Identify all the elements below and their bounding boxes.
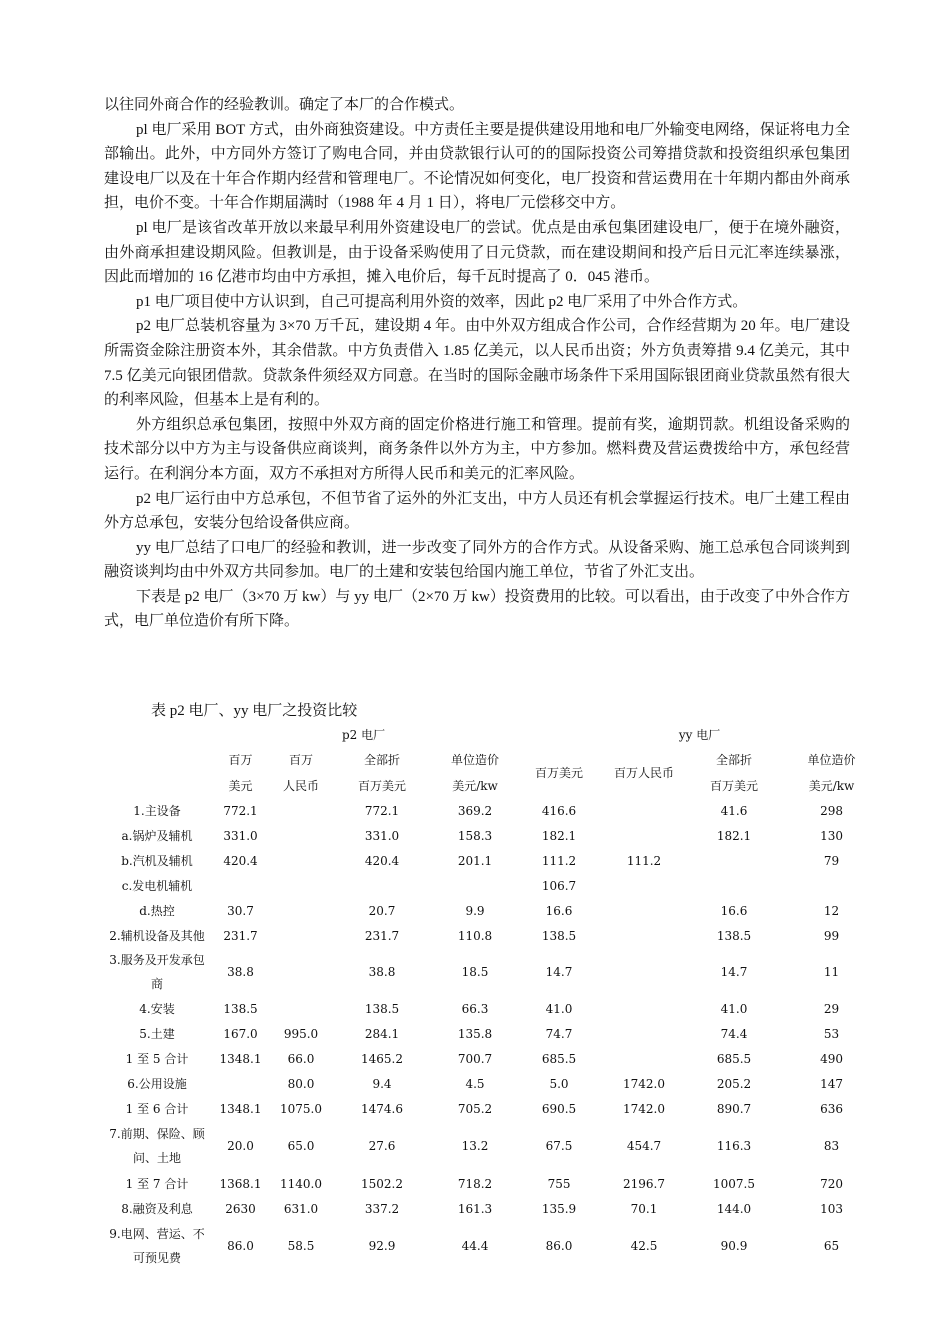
- table-cell: 66.0: [287, 1051, 315, 1066]
- table-cell: 20.0: [227, 1139, 254, 1153]
- table-row: [104, 1121, 882, 1171]
- table-cell: [210, 1071, 271, 1096]
- col-header: 百万美元: [535, 765, 584, 780]
- table-cell: [271, 873, 331, 898]
- row-label: 7.前期、保险、顾问、土地: [109, 1127, 205, 1165]
- table-cell: [433, 873, 517, 898]
- row-label: 1 至 6 合计: [125, 1101, 189, 1116]
- table-caption: 表 p2 电厂、yy 电厂之投资比较: [151, 703, 358, 719]
- table-cell: [271, 798, 331, 823]
- col-header: 百万美元: [710, 778, 759, 793]
- row-label: b.汽机及辅机: [121, 853, 193, 868]
- table-cell: 685.5: [541, 1051, 577, 1066]
- table-cell: 205.2: [716, 1076, 752, 1091]
- table-cell: 182.1: [716, 828, 752, 843]
- table-cell: [601, 948, 687, 996]
- table-cell: 182.1: [541, 828, 577, 843]
- table-row: [104, 1096, 882, 1121]
- col-header: 百万: [228, 752, 253, 767]
- table-cell: [601, 923, 687, 948]
- table-cell: 42.5: [630, 1239, 658, 1253]
- table-cell: 14.7: [545, 965, 573, 979]
- table-cell: 16.6: [720, 903, 748, 918]
- table-cell: [687, 873, 781, 898]
- table-row: [104, 1021, 882, 1046]
- table-row: [104, 1071, 882, 1096]
- table-cell: 41.6: [720, 803, 748, 818]
- table-cell: [601, 996, 687, 1021]
- paragraph: pl 电厂是该省改革开放以来最早利用外资建设电厂的尝试。优点是由承包集团建设电厂，便于在境外融资，由外商承担建设期风险。但教训是，由于设备采购使用了日元贷款，而在建设期间和投产后日元汇率连续暴涨，因此而增加的 16 亿港市均由中方承担，摊入电价后，每千瓦时提高了 0．045 港币。: [104, 219, 850, 286]
- corner-cell: [104, 722, 210, 746]
- paragraph: p2 电厂总装机容量为 3×70 万千瓦，建设期 4 年。由中外双方组成合作公司，合作经营期为 20 年。电厂建设所需资金除注册资本外，其余借款。中方负责借入 1.85 亿美元，以人民币出资；外方负责筹措 9.4 亿美元，其中 7.5 亿美元向银团借款。贷款条件须经双方同意。在当时的国际金融市场条件下采用国际银团商业贷款虽然有很大的利率风险，但基本上是有利的。: [104, 318, 850, 409]
- table-cell: [210, 873, 271, 898]
- table-cell: [687, 848, 781, 873]
- paragraph: yy 电厂总结了口电厂的经验和教训，进一步改变了同外方的合作方式。从设备采购、施工总承包合同谈判到融资谈判均由中外双方共同参加。电厂的土建和安装包给国内施工单位，节省了外汇支出。: [104, 539, 850, 581]
- table-cell: [271, 948, 331, 996]
- table-cell: 58.5: [287, 1239, 315, 1253]
- investment-comparison-table: [104, 722, 882, 1271]
- table-cell: 1474.6: [361, 1101, 403, 1116]
- col-header: 全部折: [363, 752, 400, 767]
- table-cell: 13.2: [461, 1139, 489, 1153]
- table-cell: 38.8: [368, 965, 396, 979]
- table-cell: 65.0: [287, 1139, 315, 1153]
- table-body: [104, 798, 882, 1271]
- table-cell: 86.0: [545, 1239, 573, 1253]
- table-cell: 1348.1: [219, 1101, 262, 1116]
- table-cell: [601, 1046, 687, 1071]
- col-header: 人民币: [282, 778, 319, 793]
- table-cell: 690.5: [541, 1101, 577, 1116]
- table-cell: 92.9: [368, 1239, 396, 1253]
- row-label: 5.土建: [139, 1026, 175, 1041]
- table-cell: 30.7: [227, 903, 254, 918]
- paragraph: pl 电厂采用 BOT 方式，由外商独资建设。中方责任主要是提供建设用地和电厂外输变电网络，保证将电力全部输出。此外，中方同外方签订了购电合同，并由贷款银行认可的的国际投资公司筹措贷款和投资组织承包集团建设电厂以及在十年合作期内经营和管理电厂。不论情况如何变化，电厂投资和营运费用在十年期内都由外商承担，电价不变。十年合作期届满时（1988 年 4 月 1 日），将电厂元偿移交中方。: [104, 121, 850, 212]
- table-cell: 29: [823, 1001, 840, 1016]
- table-cell: 12: [823, 903, 840, 918]
- table-cell: 27.6: [368, 1139, 396, 1153]
- table-cell: 167.0: [223, 1026, 258, 1041]
- table-cell: [601, 898, 687, 923]
- table-cell: 890.7: [716, 1101, 752, 1116]
- table-cell: 284.1: [364, 1026, 400, 1041]
- table-cell: 90.9: [720, 1239, 748, 1253]
- table-cell: 103: [820, 1201, 843, 1216]
- col-header: 单位造价: [451, 752, 500, 767]
- table-cell: 110.8: [457, 928, 493, 943]
- table-cell: [271, 996, 331, 1021]
- table-cell: 67.5: [545, 1139, 573, 1153]
- row-label: 2.辅机设备及其他: [109, 928, 205, 943]
- table-cell: 1465.2: [361, 1051, 403, 1066]
- table-cell: 331.0: [223, 828, 258, 843]
- table-cell: 111.2: [626, 853, 662, 868]
- table-cell: [271, 823, 331, 848]
- col-header: 美元/kw: [808, 778, 855, 793]
- row-label: 1.主设备: [133, 803, 181, 818]
- table-cell: 16.6: [545, 903, 573, 918]
- paragraph: 以往同外商合作的经验教训。确定了本厂的合作模式。: [104, 97, 465, 113]
- table-cell: 83: [823, 1139, 840, 1153]
- row-label: d.热控: [139, 903, 175, 918]
- table-cell: 138.5: [364, 1001, 400, 1016]
- table-cell: 41.0: [720, 1001, 748, 1016]
- table-row: [104, 1221, 882, 1271]
- table-cell: [601, 1021, 687, 1046]
- table-cell: 2630: [225, 1201, 256, 1216]
- table-row: [104, 898, 882, 923]
- table-cell: 138.5: [541, 928, 577, 943]
- table-cell: [601, 823, 687, 848]
- paragraph: p2 电厂运行由中方总承包，不但节省了运外的外汇支出，中方人员还有机会掌握运行技术。电厂土建工程由外方总承包，安装分包给设备供应商。: [104, 490, 850, 532]
- table-cell: 11: [823, 965, 840, 979]
- table-cell: 70.1: [630, 1201, 658, 1216]
- table-cell: 66.3: [461, 1001, 489, 1016]
- table-cell: 1742.0: [623, 1076, 666, 1091]
- table-cell: 138.5: [223, 1001, 258, 1016]
- table-cell: [271, 898, 331, 923]
- paragraph: 下表是 p2 电厂（3×70 万 kw）与 yy 电厂（2×70 万 kw）投资费用的比较。可以看出，由于改变了中外合作方式，电厂单位造价有所下降。: [104, 588, 850, 630]
- table-cell: 14.7: [720, 965, 748, 979]
- table-cell: 4.5: [465, 1076, 485, 1091]
- table-cell: 1742.0: [623, 1101, 666, 1116]
- table-cell: 158.3: [457, 828, 493, 843]
- table-cell: 755: [547, 1176, 571, 1191]
- table-cell: 331.0: [364, 828, 400, 843]
- table-cell: 41.0: [545, 1001, 573, 1016]
- row-label: a.锅炉及辅机: [121, 828, 193, 843]
- table-cell: 99: [823, 928, 840, 943]
- body-text: [104, 93, 850, 634]
- table-cell: 995.0: [283, 1026, 319, 1041]
- table-cell: 1368.1: [219, 1176, 262, 1191]
- col-header: 美元: [228, 778, 253, 793]
- table-cell: 9.9: [465, 903, 485, 918]
- table-row: [104, 948, 882, 996]
- table-cell: 86.0: [227, 1239, 254, 1253]
- table-cell: 1075.0: [280, 1101, 322, 1116]
- table-cell: 2196.7: [623, 1176, 666, 1191]
- table-cell: 416.6: [541, 803, 577, 818]
- table-cell: 9.4: [372, 1076, 392, 1091]
- table-cell: 298: [820, 803, 843, 818]
- table-cell: 18.5: [461, 965, 489, 979]
- table-cell: 144.0: [716, 1201, 752, 1216]
- table-cell: 490: [820, 1051, 843, 1066]
- table-cell: 420.4: [364, 853, 400, 868]
- table-cell: 700.7: [457, 1051, 493, 1066]
- table-cell: 38.8: [227, 965, 254, 979]
- table-row: [104, 1046, 882, 1071]
- group-header-p2: p2 电厂: [341, 727, 386, 742]
- table-cell: [781, 873, 882, 898]
- table-cell: 772.1: [364, 803, 400, 818]
- table-cell: [271, 848, 331, 873]
- table-row: [104, 848, 882, 873]
- table-cell: 138.5: [716, 928, 752, 943]
- table-cell: 74.4: [720, 1026, 748, 1041]
- table-cell: 5.0: [549, 1076, 569, 1091]
- table-cell: 201.1: [457, 853, 493, 868]
- col-header: 单位造价: [807, 752, 856, 767]
- table-cell: 135.8: [457, 1026, 493, 1041]
- row-label: 8.融资及利息: [121, 1201, 193, 1216]
- table-cell: 454.7: [626, 1139, 662, 1153]
- table-cell: 369.2: [457, 803, 493, 818]
- row-label: 1 至 7 合计: [125, 1176, 189, 1191]
- table-row: [104, 1196, 882, 1221]
- group-header-yy: yy 电厂: [678, 727, 721, 742]
- table-cell: 79: [823, 853, 840, 868]
- table-row: [104, 1171, 882, 1196]
- table-cell: 1348.1: [219, 1051, 262, 1066]
- table-cell: 65: [823, 1239, 840, 1253]
- table-cell: 44.4: [461, 1239, 489, 1253]
- table-cell: 111.2: [541, 853, 577, 868]
- row-label: 3.服务及开发承包商: [109, 953, 205, 991]
- table-cell: 720: [820, 1176, 843, 1191]
- table-cell: 705.2: [457, 1101, 493, 1116]
- row-label: 6.公用设施: [127, 1076, 187, 1091]
- table-row: [104, 823, 882, 848]
- table-cell: [601, 798, 687, 823]
- table-cell: [601, 873, 687, 898]
- table-row: [104, 996, 882, 1021]
- col-header: 美元/kw: [452, 778, 498, 793]
- table-cell: 1007.5: [713, 1176, 756, 1191]
- table-row: [104, 873, 882, 898]
- col-header: 百万美元: [357, 778, 406, 793]
- table-cell: 1140.0: [280, 1176, 322, 1191]
- table-cell: 130: [820, 828, 843, 843]
- table-cell: 135.9: [541, 1201, 577, 1216]
- row-label: c.发电机辅机: [121, 878, 193, 893]
- col-header: 百万: [288, 752, 313, 767]
- paragraph: p1 电厂项目使中方认识到，自己可提高利用外资的效率，因此 p2 电厂采用了中外合作方式。: [136, 293, 748, 310]
- table-cell: 116.3: [716, 1139, 752, 1153]
- table-cell: 161.3: [457, 1201, 493, 1216]
- table-cell: [331, 873, 433, 898]
- table-row: [104, 798, 882, 823]
- table-cell: 231.7: [364, 928, 400, 943]
- table-cell: 718.2: [457, 1176, 493, 1191]
- table-cell: 106.7: [541, 878, 577, 893]
- row-label: 9.电网、营运、不可预见费: [109, 1227, 205, 1265]
- col-header: 百万人民币: [614, 765, 675, 780]
- table-row: [104, 923, 882, 948]
- table-cell: 1502.2: [361, 1176, 403, 1191]
- row-label: 1 至 5 合计: [125, 1051, 189, 1066]
- table-cell: 772.1: [223, 803, 258, 818]
- paragraph: 外方组织总承包集团，按照中外双方商的固定价格进行施工和管理。提前有奖，逾期罚款。机组设备采购的技术部分以中方为主与设备供应商谈判，商务条件以外方为主，中方参加。燃料费及营运费拨给中方，承包经营运行。在利润分本方面，双方不承担对方所得人民币和美元的汇率风险。: [104, 416, 850, 482]
- table-cell: 20.7: [368, 903, 396, 918]
- table-cell: 685.5: [716, 1051, 752, 1066]
- table-cell: 337.2: [364, 1201, 400, 1216]
- row-label: 4.安装: [139, 1001, 175, 1016]
- table-cell: 636: [820, 1101, 843, 1116]
- table-cell: 631.0: [283, 1201, 319, 1216]
- table-cell: 420.4: [223, 853, 258, 868]
- table-cell: 74.7: [545, 1026, 573, 1041]
- table-cell: 147: [820, 1076, 843, 1091]
- table-cell: 231.7: [223, 928, 258, 943]
- table-cell: 53: [823, 1026, 840, 1041]
- col-header: 全部折: [716, 752, 753, 767]
- table-cell: [271, 923, 331, 948]
- table-cell: 80.0: [287, 1076, 315, 1091]
